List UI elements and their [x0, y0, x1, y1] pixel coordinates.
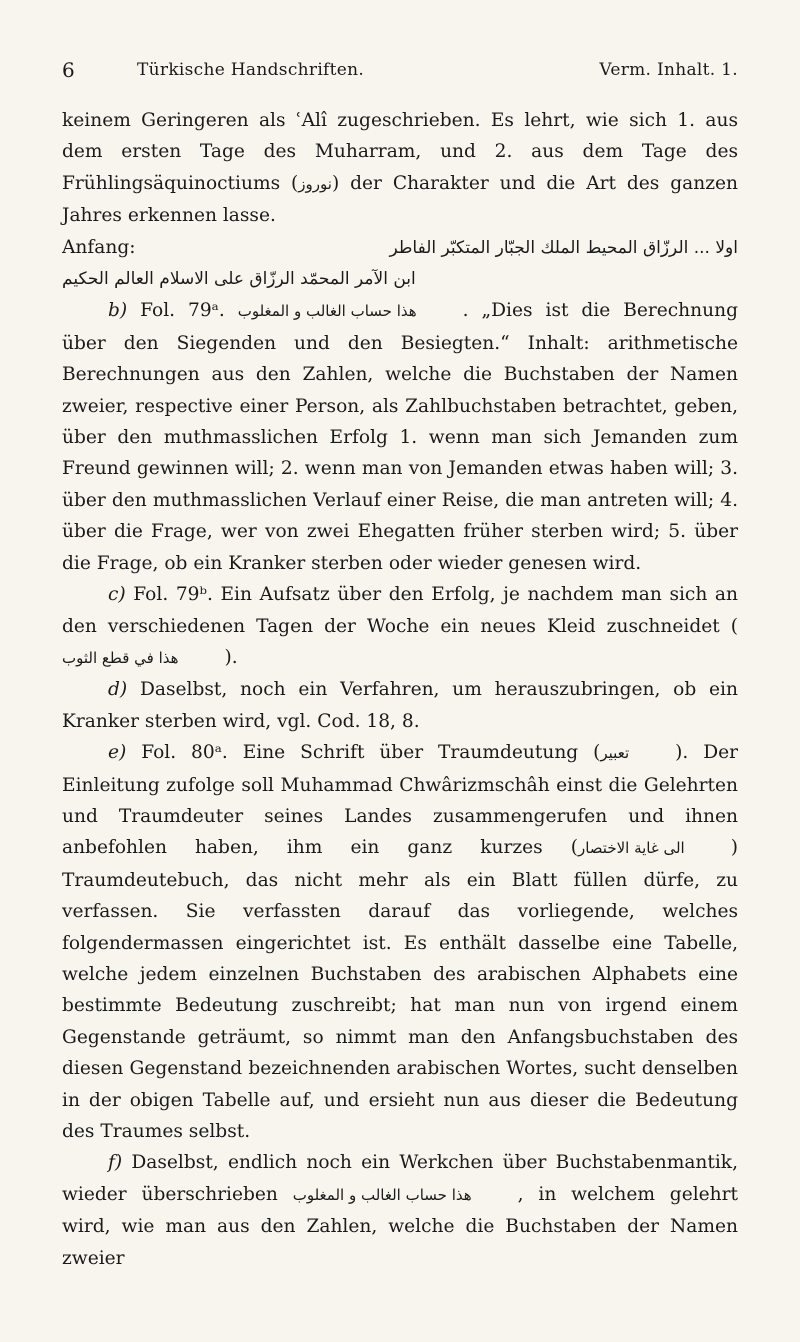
anfang-label: Anfang:	[62, 236, 136, 258]
arabic-title: هذا حساب الغالب و المغلوب	[292, 1185, 472, 1204]
running-title: Türkische Handschriften.	[137, 60, 365, 80]
arabic-title: هذا حساب الغالب و المغلوب	[237, 302, 417, 321]
running-section: Verm. Inhalt. 1.	[599, 60, 738, 80]
text-run: Fol. 80ᵃ. Eine Schrift über Traumdeutung (	[141, 742, 601, 764]
arabic-term: هذا في قطع الثوب	[62, 648, 179, 667]
item-marker: e)	[108, 742, 127, 764]
paragraph-b	[62, 295, 738, 579]
paragraph-c	[62, 579, 738, 674]
item-marker: f)	[108, 1152, 123, 1174]
text-run: . „Dies ist die Berechnung über den Siegenden und den Besiegten.“ Inhalt: arithmetische Berechnungen aus den Zahlen, welche die Buchstaben der Namen zweier, respective einer Person, als Zahlbuchstaben betrachtet, geben, über den muthmasslichen Erfolg 1. wenn man sich Jemanden zum Freund gewinnen will; 2. wenn man von Jemanden etwas haben will; 3. über den muthmasslichen Verlauf einer Reise, die man antreten will; 4. über die Frage, wer von zwei Ehegatten früher sterben wird; 5. über die Frage, ob ein Kranker sterben oder wieder genesen wird.	[62, 300, 738, 574]
text-run: ) Traumdeutebuch, das nicht mehr als ein Blatt füllen dürfe, zu verfassen. Sie verfassten darauf das vorliegende, welches folgendermassen eingerichtet ist. Es enthält dasselbe eine Tabelle, welche jedem einzelnen Buchstaben des arabischen Alphabets eine bestimmte Bedeutung zuschreibt; hat man nun von irgend einem Gegenstande geträumt, so nimmt man den Anfangsbuchstaben des diesen Gegenstand bezeichnenden arabischen Wortes, sucht denselben in der obigen Tabelle auf, und ersieht nun aus dieser die Bedeutung des Traumes selbst.	[62, 837, 738, 1142]
paragraph-d	[62, 674, 738, 737]
anfang-line	[62, 232, 738, 264]
text-run: Daselbst, noch ein Verfahren, um herauszubringen, ob ein Kranker sterben wird, vgl. Cod. 18, 8.	[62, 679, 738, 732]
arabic-term: الى غاية الاختصار	[577, 839, 685, 858]
text-run: Daselbst, endlich noch ein Werkchen über Buchstabenmantik, wieder überschrieben	[62, 1152, 738, 1205]
anfang-arabic-1: اولا ... الرزّاق المحيط الملك الجبّار المتكبّر الفاطر	[389, 237, 738, 258]
body-text	[62, 105, 738, 1274]
arabic-term: نوروز	[298, 174, 332, 193]
text-run: ).	[224, 646, 238, 668]
anfang-arabic-2: ابن الآمر المحمّد الرزّاق على الاسلام العالم الحكيم	[62, 269, 416, 290]
running-header	[62, 60, 738, 88]
text-run: , in welchem gelehrt wird, wie man aus den Zahlen, welche die Buchstaben der Namen zweier	[62, 1183, 738, 1269]
folio: Fol. 79ᵃ.	[140, 300, 225, 322]
text-run: keinem Geringeren als ʿAlî zugeschrieben. Es lehrt, wie sich 1. aus dem ersten Tage des Muharram, und 2. aus dem Tage des Frühlingsäquinoctiums (	[62, 110, 738, 194]
arabic-term: تعبير	[600, 744, 630, 763]
paragraph-e	[62, 737, 738, 1147]
item-marker: b)	[108, 300, 128, 322]
paragraph-intro	[62, 105, 738, 232]
paragraph-f	[62, 1147, 738, 1274]
item-marker: d)	[108, 679, 128, 701]
text-run: Fol. 79ᵇ. Ein Aufsatz über den Erfolg, je nachdem man sich an den verschiedenen Tagen der Woche ein neues Kleid zuschneidet (	[62, 584, 738, 637]
item-marker: c)	[108, 584, 126, 606]
text-run: ). Der Einleitung zufolge soll Muhammad Chwârizmschâh einst die Gelehrten und Traumdeuter seines Landes zusammengerufen und ihnen anbefohlen haben, ihm ein ganz kurzes (	[62, 742, 739, 859]
text-run: ) der Charakter und die Art des ganzen Jahres erkennen lasse.	[62, 172, 739, 227]
page-number: 6	[62, 58, 75, 82]
